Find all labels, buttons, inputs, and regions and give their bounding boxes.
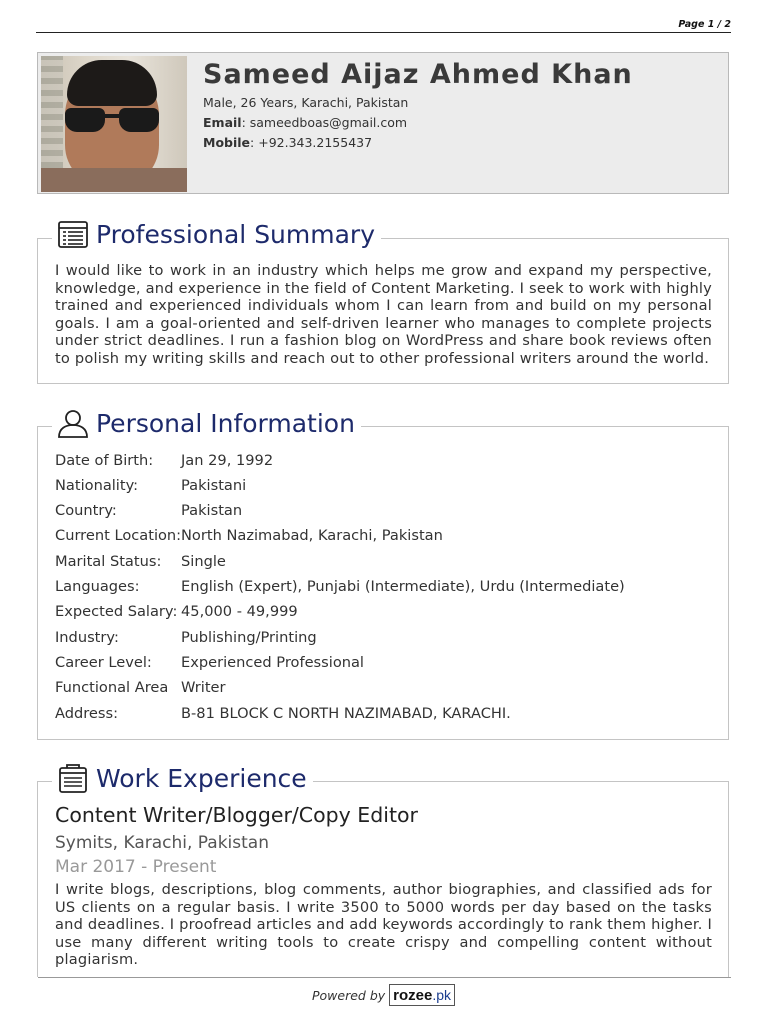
professional-summary-title: Professional Summary	[96, 219, 376, 249]
country-label: Country:	[55, 502, 117, 519]
work-experience-heading	[52, 760, 313, 796]
footer-divider	[38, 977, 731, 978]
expected-salary-label: Expected Salary:	[55, 603, 178, 620]
nationality-value: Pakistani	[181, 477, 247, 494]
nationality-label: Nationality:	[55, 477, 139, 494]
professional-summary-text: I would like to work in an industry which helps me grow and expand my perspective, knowledge, and experience in the field of Content Marketing. I seek to work with highly trained and experienced individuals whom I can learn from and build on my personal goals. I am a goal-oriented and self-driven learner who manages to complete projects under strict deadlines. I run a fashion blog on WordPress and share book reviews often to polish my writing skills and reach out to other professional writers around the world.	[55, 262, 712, 367]
career-level-value: Experienced Professional	[181, 654, 364, 671]
candidate-summary-line: Male, 26 Years, Karachi, Pakistan	[203, 95, 409, 110]
expected-salary-value: 45,000 - 49,999	[181, 603, 298, 620]
candidate-name: Sameed Aijaz Ahmed Khan	[203, 59, 633, 90]
page-indicator: Page 1 / 2	[678, 19, 731, 30]
profile-header	[37, 52, 729, 194]
job-title: Content Writer/Blogger/Copy Editor	[55, 803, 418, 827]
briefcase-document-icon	[56, 762, 90, 794]
job-company: Symits, Karachi, Pakistan	[55, 833, 269, 853]
email-line	[203, 115, 407, 130]
career-level-label: Career Level:	[55, 654, 152, 671]
rozee-logo-suffix: .pk	[432, 987, 452, 1003]
personal-information-heading	[52, 405, 361, 441]
mobile-value: : +92.343.2155437	[250, 135, 373, 150]
mobile-line	[203, 135, 372, 150]
mobile-label: Mobile	[203, 135, 251, 150]
work-experience-title: Work Experience	[96, 763, 307, 793]
dob-label: Date of Birth:	[55, 452, 154, 469]
rozee-logo[interactable]	[389, 984, 455, 1006]
functional-area-label: Functional Area	[55, 679, 169, 696]
email-value[interactable]: : sameedboas@gmail.com	[241, 115, 408, 130]
rozee-logo-main: rozee	[393, 986, 433, 1004]
powered-by-label: Powered by	[312, 987, 386, 1003]
document-list-icon	[56, 218, 90, 250]
professional-summary-heading	[52, 216, 381, 252]
industry-value: Publishing/Printing	[181, 629, 317, 646]
languages-label: Languages:	[55, 578, 140, 595]
current-location-label: Current Location:	[55, 527, 182, 544]
footer	[312, 980, 455, 1010]
dob-value: Jan 29, 1992	[181, 452, 274, 469]
person-icon	[56, 407, 90, 439]
marital-status-label: Marital Status:	[55, 553, 162, 570]
marital-status-value: Single	[181, 553, 226, 570]
languages-value: English (Expert), Punjabi (Intermediate), Urdu (Intermediate)	[181, 578, 625, 595]
email-label: Email	[203, 115, 242, 130]
profile-photo	[41, 56, 187, 192]
job-description: I write blogs, descriptions, blog comments, author biographies, and classified ads for US clients on a regular basis. I write 3500 to 5000 words per day based on the tasks and deadlines. I proofread articles and add keywords accordingly to rank them higher. I use many different writing tools to create crispy and compelling content without plagiarism.	[55, 881, 712, 968]
address-value: B-81 BLOCK C NORTH NAZIMABAD, KARACHI.	[181, 705, 511, 722]
personal-information-title: Personal Information	[96, 408, 355, 438]
job-dates: Mar 2017 - Present	[55, 857, 217, 877]
country-value: Pakistan	[181, 502, 243, 519]
current-location-value: North Nazimabad, Karachi, Pakistan	[181, 527, 443, 544]
industry-label: Industry:	[55, 629, 119, 646]
top-divider	[36, 32, 731, 33]
functional-area-value: Writer	[181, 679, 226, 696]
address-label: Address:	[55, 705, 119, 722]
